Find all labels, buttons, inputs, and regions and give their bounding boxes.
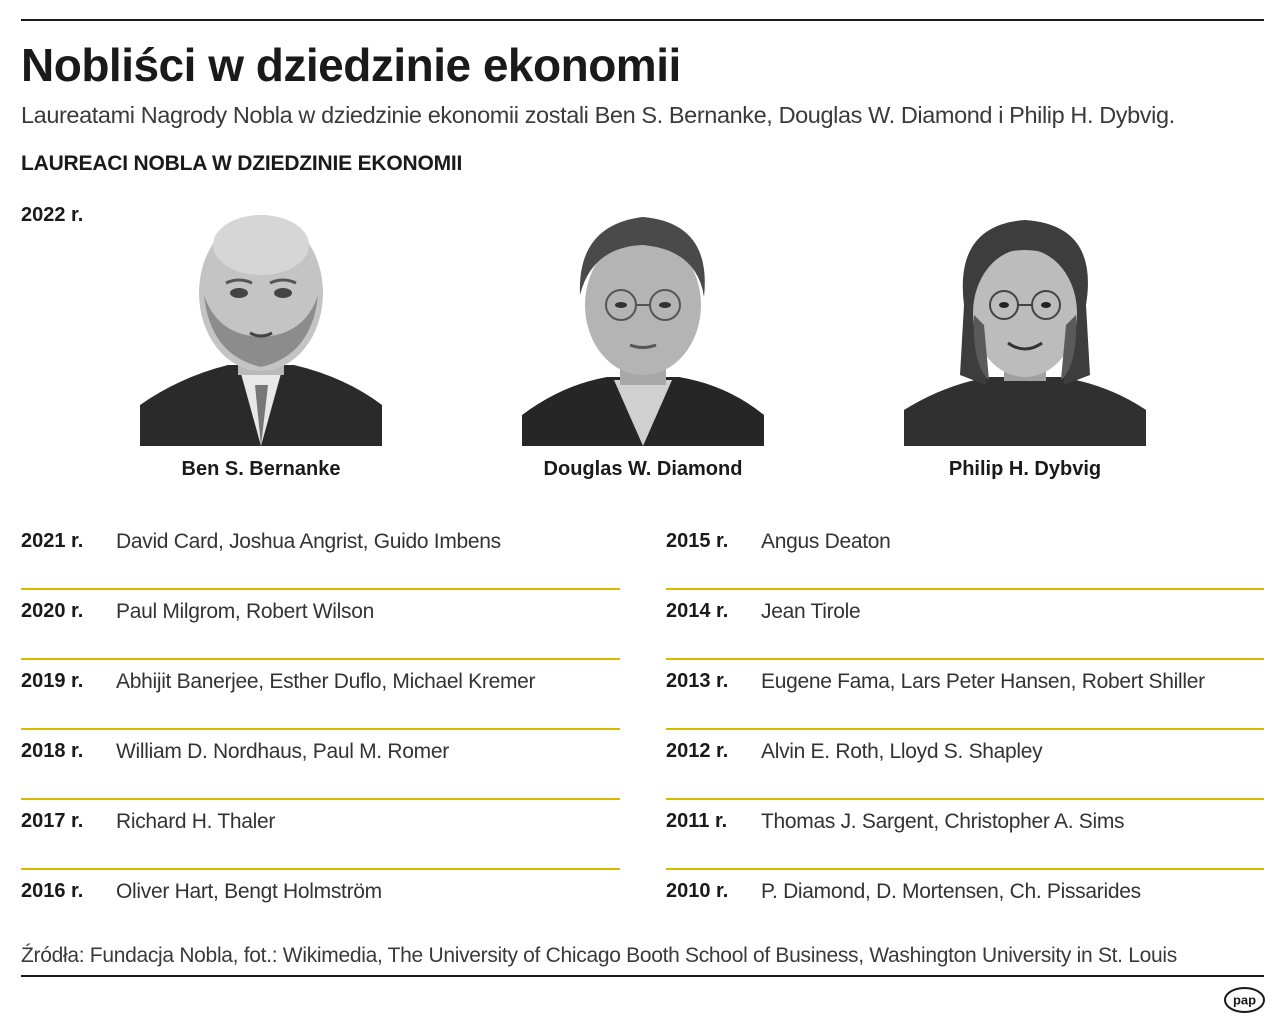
laureate-name-diamond: Douglas W. Diamond	[543, 458, 743, 480]
list-item-names: David Card, Joshua Angrist, Guido Imbens	[116, 530, 501, 553]
top-rule	[21, 19, 1264, 21]
portrait-diamond	[522, 205, 764, 446]
list-item	[666, 660, 1264, 730]
list-item	[666, 870, 1264, 938]
list-item	[666, 520, 1264, 590]
list-item-names: Richard H. Thaler	[116, 810, 276, 833]
list-item-year: 2016 r.	[21, 880, 84, 902]
laureate-name-bernanke: Ben S. Bernanke	[181, 458, 341, 480]
list-item	[666, 800, 1264, 870]
pap-logo	[1224, 987, 1265, 1013]
bottom-rule	[21, 975, 1264, 977]
laureates-list-right	[666, 520, 1264, 938]
list-item	[21, 730, 620, 800]
source-credits: Źródła: Fundacja Nobla, fot.: Wikimedia, The University of Chicago Booth School of Business, Washington University in St. Louis	[21, 944, 1177, 967]
list-item-names: William D. Nordhaus, Paul M. Romer	[116, 740, 449, 763]
list-item-names: Abhijit Banerjee, Esther Duflo, Michael Kremer	[116, 670, 536, 693]
list-item-names: Angus Deaton	[761, 530, 891, 553]
list-item-year: 2012 r.	[666, 740, 729, 762]
list-item-year: 2015 r.	[666, 530, 729, 552]
list-item-names: Alvin E. Roth, Lloyd S. Shapley	[761, 740, 1043, 763]
list-item-year: 2021 r.	[21, 530, 84, 552]
list-item-names: Thomas J. Sargent, Christopher A. Sims	[761, 810, 1125, 833]
list-item-names: Jean Tirole	[761, 600, 861, 623]
list-item	[21, 660, 620, 730]
list-item	[21, 520, 620, 590]
list-item-names: Oliver Hart, Bengt Holmström	[116, 880, 382, 903]
list-item	[21, 590, 620, 660]
list-item-names: P. Diamond, D. Mortensen, Ch. Pissarides	[761, 880, 1141, 903]
page-subtitle: Laureatami Nagrody Nobla w dziedzinie ekonomii zostali Ben S. Bernanke, Douglas W. Diamond i Philip H. Dybvig.	[21, 102, 1175, 128]
section-title: LAUREACI NOBLA W DZIEDZINIE EKONOMII	[21, 152, 463, 175]
list-item-year: 2014 r.	[666, 600, 729, 622]
laureates-list-left	[21, 520, 620, 938]
list-item-year: 2011 r.	[666, 810, 728, 832]
list-item-year: 2018 r.	[21, 740, 84, 762]
page-title: Nobliści w dziedzinie ekonomii	[21, 39, 681, 91]
portrait-dybvig	[904, 205, 1146, 446]
list-item	[21, 870, 620, 938]
laureate-name-dybvig: Philip H. Dybvig	[948, 458, 1102, 480]
featured-year: 2022 r.	[21, 204, 84, 226]
list-item-year: 2020 r.	[21, 600, 84, 622]
list-item	[21, 800, 620, 870]
list-item	[666, 730, 1264, 800]
portrait-bernanke	[140, 205, 382, 446]
list-item-names: Paul Milgrom, Robert Wilson	[116, 600, 374, 623]
list-item-year: 2017 r.	[21, 810, 84, 832]
list-item-year: 2013 r.	[666, 670, 729, 692]
list-item	[666, 590, 1264, 660]
svg-text:pap: pap	[1232, 992, 1257, 1008]
list-item-names: Eugene Fama, Lars Peter Hansen, Robert Shiller	[761, 670, 1205, 693]
list-item-year: 2010 r.	[666, 880, 729, 902]
list-item-year: 2019 r.	[21, 670, 84, 692]
